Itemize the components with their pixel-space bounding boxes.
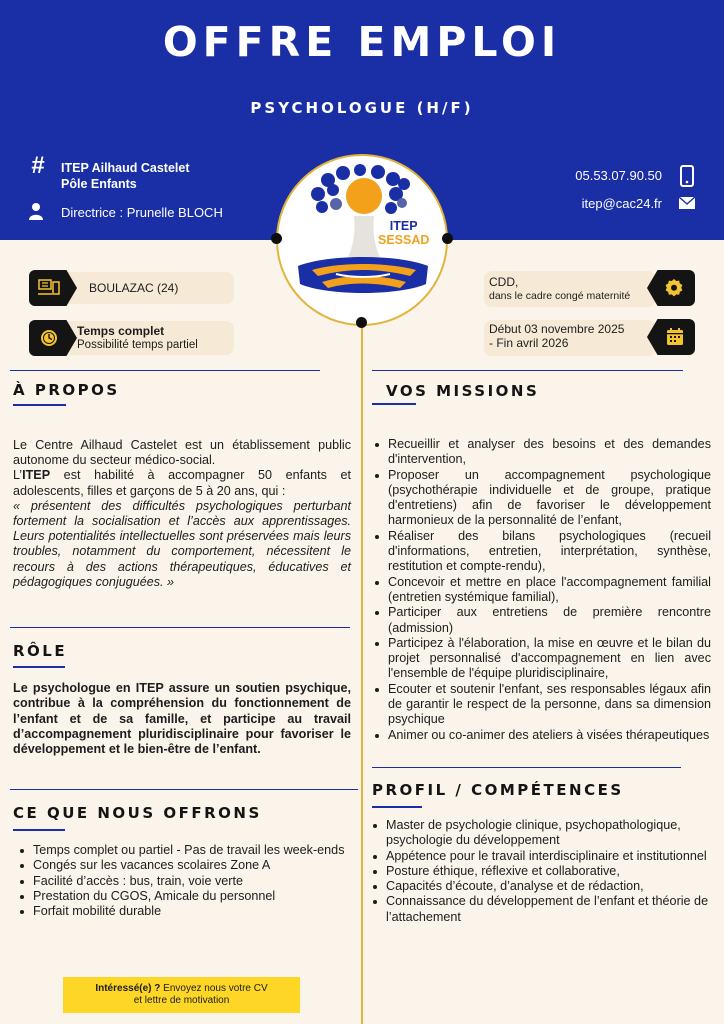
dates-line-1: Début 03 novembre 2025	[489, 322, 625, 336]
page-title: OFFRE EMPLOI	[162, 18, 562, 66]
missions-list	[368, 437, 711, 743]
offer-list-item: Temps complet ou partiel - Pas de travail les week-ends	[13, 843, 359, 858]
rule-role-top	[10, 627, 350, 628]
org-line-2: Pôle Enfants	[61, 177, 137, 191]
section-title-profile: PROFIL / COMPÉTENCES	[372, 781, 624, 799]
offer-list-item: Prestation du CGOS, Amicale du personnel	[13, 889, 359, 904]
clock-icon	[40, 329, 58, 347]
apropos-p2-post: est habilité à accompagner 50 enfants et adolescents, filles et garçons de 5 à 20 ans, qui :	[13, 468, 351, 498]
mission-list-item: Réaliser des bilans psychologiques (recueil d'informations, entretien, interprétation, synthèse, restitution et compte-rendu),	[368, 529, 711, 575]
logo-line-sessad: SESSAD	[378, 233, 430, 247]
job-subtitle: PSYCHOLOGUE (H/F)	[250, 99, 474, 117]
apropos-quote-text: « présentent des difficultés psychologiques perturbant fortement la socialisation et l’accès aux apprentissages. Leurs potentialités intellectuelles sont préservées mais leurs troubles, notamment du comportement, nécessitent le recours à des actions thérapeutiques, éducatives et pédagogiques conjuguées. »	[13, 498, 351, 589]
mission-list-item: Concevoir et mettre en place l'accompagnement familial (entretien systémique familial),	[368, 575, 711, 606]
dates-tag	[484, 320, 656, 356]
rule-missions-top	[372, 370, 683, 371]
profile-list-item: Appétence pour le travail interdisciplinaire et institutionnel	[366, 849, 714, 864]
org-line-1: ITEP Ailhaud Castelet	[61, 161, 190, 175]
phone-number[interactable]: 05.53.07.90.50	[575, 168, 662, 183]
offer-list-item: Forfait mobilité durable	[13, 904, 359, 919]
rule-offer-top	[10, 789, 358, 790]
mission-list-item: Participez à l'élaboration, la mise en œuvre et le bilan du projet personnalisé d'accompagnement en lien avec l'ensemble de l'équipe pluridisciplinaire,	[368, 636, 711, 682]
hashtag-icon: #	[31, 152, 45, 179]
section-title-offer: CE QUE NOUS OFFRONS	[13, 804, 262, 822]
offer-list-item: Facilité d’accès : bus, train, voie verte	[13, 874, 359, 889]
profile-list-item: Capacités d’écoute, d’analyse et de rédaction,	[366, 879, 714, 894]
contract-tag	[484, 271, 656, 307]
dates-line-2: - Fin avril 2026	[489, 336, 569, 350]
apropos-p2	[13, 468, 351, 498]
schedule-tag	[62, 321, 234, 355]
mission-list-item: Animer ou co-animer des ateliers à visées thérapeutiques	[368, 728, 711, 743]
cta-line-1	[63, 983, 300, 995]
offer-list-item: Congés sur les vacances scolaires Zone A	[13, 858, 359, 873]
logo-text	[378, 219, 429, 247]
mission-list-item: Participer aux entretiens de première rencontre (admission)	[368, 605, 711, 636]
director-name: Directrice : Prunelle BLOCH	[61, 205, 223, 220]
location-tag	[62, 272, 234, 304]
underline-missions	[372, 403, 416, 405]
underline-role	[13, 666, 65, 668]
schedule-sub: Possibilité temps partiel	[77, 339, 198, 351]
rule-apropos-top	[10, 370, 320, 371]
mission-list-item: Proposer un accompagnement psychologique (psychothérapie individuelle et de groupe, pratique d'entretiens) afin de favoriser le développement harmonieux de la personnalité de l’enfant,	[368, 468, 711, 529]
contract-line-1: CDD,	[489, 275, 519, 289]
office-icon	[38, 279, 60, 297]
phone-icon	[680, 165, 694, 187]
profile-list	[366, 818, 714, 925]
apply-callout	[63, 977, 300, 1013]
apropos-quote	[13, 499, 351, 590]
schedule-bold: Temps complet	[77, 324, 165, 338]
contract-line-2: dans le cadre congé maternité	[489, 290, 631, 302]
section-title-apropos: À PROPOS	[13, 381, 120, 399]
apropos-p2-pre: L’	[13, 468, 23, 483]
logo-dot-bottom	[356, 317, 367, 328]
role-text: Le psychologue en ITEP assure un soutien psychique, contribue à la compréhension du fonctionnement de l’enfant et de sa famille, et participe au travail d’accompagnement pluridisciplinaire pour favoriser le développement et le bien-être de l’enfant.	[13, 681, 351, 757]
cta-line-1-rest: Envoyez nous votre CV	[160, 983, 268, 994]
location-text: BOULAZAC (24)	[89, 281, 179, 295]
cta-bold: Intéressé(e) ?	[95, 983, 161, 994]
logo-line-itep: ITEP	[389, 219, 418, 233]
underline-profile	[372, 806, 422, 808]
underline-offer	[13, 829, 65, 831]
underline-apropos	[13, 404, 66, 406]
center-divider	[361, 320, 363, 1024]
offer-list	[13, 843, 359, 919]
profile-list-item: Master de psychologie clinique, psychopathologique, psychologie du développement	[366, 818, 714, 849]
profile-list-item: Connaissance du développement de l’enfant et théorie de l’attachement	[366, 894, 714, 925]
person-icon	[28, 202, 44, 220]
apropos-p2-bold: ITEP	[22, 468, 51, 483]
email-address[interactable]: itep@cac24.fr	[581, 196, 662, 211]
award-badge-icon	[664, 278, 684, 298]
section-title-role: RÔLE	[13, 642, 68, 660]
mail-icon	[679, 197, 695, 209]
logo-dot-left	[271, 233, 282, 244]
section-title-missions: VOS MISSIONS	[386, 382, 540, 400]
logo-dot-right	[442, 233, 453, 244]
profile-list-item: Posture éthique, réflexive et collaborative,	[366, 864, 714, 879]
rule-profile-top	[372, 767, 681, 768]
organization-name	[61, 160, 190, 192]
cta-line-2: et lettre de motivation	[133, 995, 230, 1006]
mission-list-item: Recueillir et analyser des besoins et des demandes d'intervention,	[368, 437, 711, 468]
mission-list-item: Ecouter et soutenir l'enfant, ses responsables légaux afin de garantir le respect de la personne, dans sa dimension psychique	[368, 682, 711, 728]
apropos-text	[13, 438, 351, 590]
apropos-p1: Le Centre Ailhaud Castelet est un établissement public autonome du secteur médico-social.	[13, 438, 351, 468]
calendar-icon	[666, 327, 684, 346]
